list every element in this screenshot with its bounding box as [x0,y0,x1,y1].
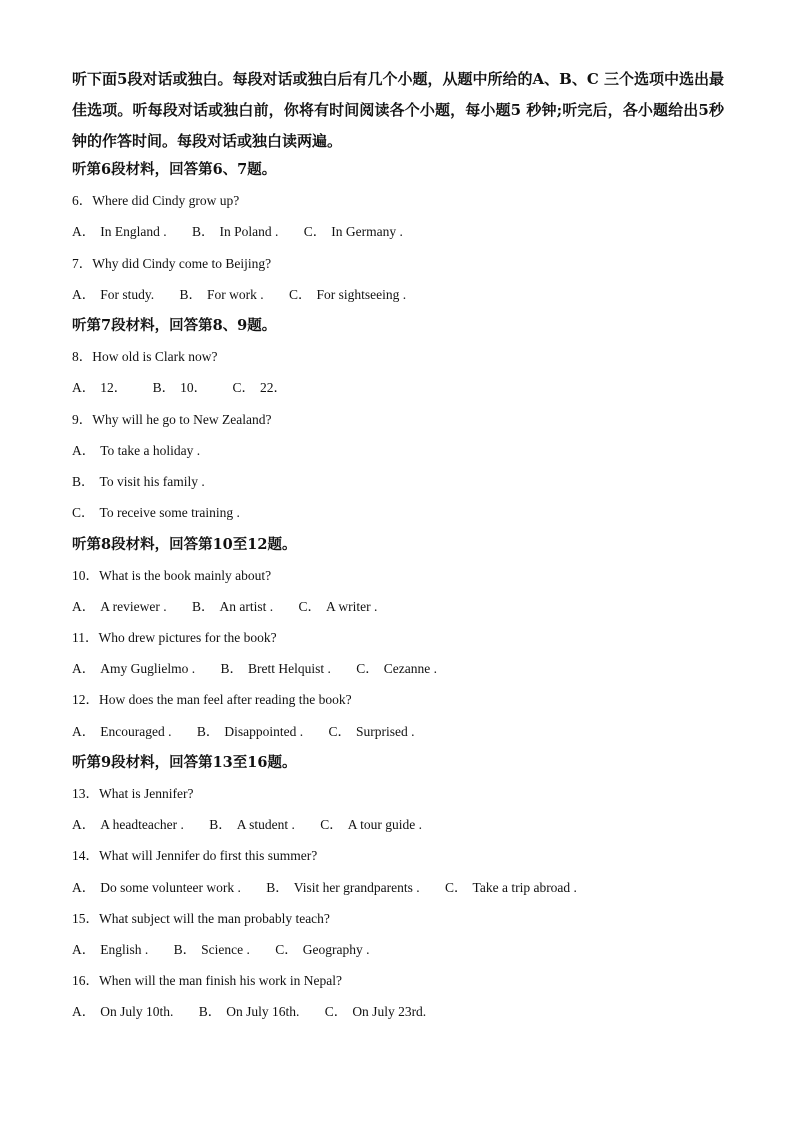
option-a: A． A headteacher . [72,817,184,832]
section-heading-8: 听第8段材料，回答第10至12题。 [72,536,297,553]
option-a: A． 12． [72,380,128,395]
option-c: C． In Germany . [303,224,403,239]
option-a: A． Encouraged . [72,724,172,739]
option-a: A． For study. [72,287,155,302]
options-13 [72,815,422,835]
option-c: C． A tour guide . [320,817,422,832]
options-8 [72,378,287,398]
question-15: 15．What subject will the man probably teach? [72,911,330,926]
option-a: A． A reviewer . [72,599,167,614]
option-9-c: C． To receive some training . [72,505,240,520]
option-b: B． Brett Helquist . [220,661,331,676]
section-heading-9: 听第9段材料，回答第13至16题。 [72,754,297,771]
question-9: 9．Why will he go to New Zealand? [72,412,272,427]
option-a: A． Amy Guglielmo . [72,661,196,676]
option-a: A． Do some volunteer work . [72,880,241,895]
question-10: 10．What is the book mainly about? [72,568,272,583]
option-9-a: A． To take a holiday . [72,443,201,458]
options-6 [72,222,403,242]
question-12: 12．How does the man feel after reading the book? [72,692,352,707]
option-b: B． 10． [152,380,208,395]
question-8: 8．How old is Clark now? [72,349,218,364]
option-b: B． Visit her grandparents . [266,880,420,895]
question-11: 11．Who drew pictures for the book? [72,630,277,645]
question-6: 6．Where did Cindy grow up? [72,193,240,208]
option-c: C． Take a trip abroad . [445,880,577,895]
option-c: C． A writer . [298,599,378,614]
option-c: C． 22． [232,380,288,395]
question-14: 14．What will Jennifer do first this summer? [72,848,318,863]
option-c: C． Cezanne . [356,661,438,676]
question-16: 16．When will the man finish his work in Nepal? [72,973,342,988]
options-16 [72,1002,426,1022]
options-12 [72,722,415,742]
question-13: 13．What is Jennifer? [72,786,194,801]
option-9-b: B． To visit his family . [72,474,205,489]
instructions-paragraph: 听下面5段对话或独白。每段对话或独白后有几个小题，从题中所给的A、B、C 三个选项中选出最佳选项。听每段对话或独白前，你将有时间阅读各个小题，每小题5 秒钟;听完后，各小题给出5秒钟的作答时间。每段对话或独白读两遍。 [72,70,724,150]
options-7 [72,285,406,305]
section-heading-6: 听第6段材料，回答第6、7题。 [72,161,277,178]
question-7: 7．Why did Cindy come to Beijing? [72,256,272,271]
option-b: B． Disappointed . [196,724,304,739]
options-10 [72,597,377,617]
option-a: A． On July 10th. [72,1004,174,1019]
option-b: B． On July 16th. [198,1004,300,1019]
option-a: A． In England . [72,224,167,239]
option-a: A． English . [72,942,149,957]
option-c: C． On July 23rd. [324,1004,427,1019]
option-b: B． In Poland . [192,224,279,239]
options-15 [72,940,370,960]
option-b: B． An artist . [191,599,274,614]
section-heading-7: 听第7段材料，回答第8、9题。 [72,317,277,334]
option-b: B． A student . [209,817,295,832]
option-b: B． For work . [179,287,264,302]
option-c: C． Geography . [275,942,370,957]
option-c: C． Surprised . [328,724,415,739]
option-b: B． Science . [173,942,250,957]
options-14 [72,878,577,898]
options-11 [72,659,437,679]
option-c: C． For sightseeing . [289,287,407,302]
